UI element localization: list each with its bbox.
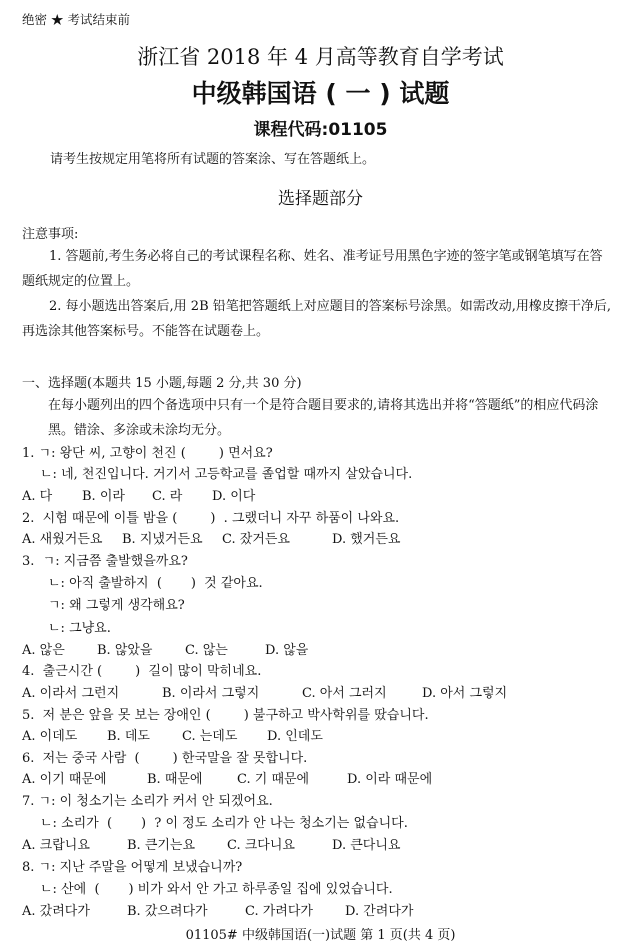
option-a: A. 이데도 — [22, 729, 78, 744]
paper-title: 中级韩国语 ( 一 ) 试题 — [191, 79, 450, 108]
notice-label: 注意事项: — [22, 227, 79, 242]
question-8-line-2: ㄴ: 산에 ( ) 비가 와서 안 가고 하루종일 집에 있었습니다. — [40, 882, 393, 897]
option-d: D. 이다 — [212, 489, 256, 504]
question-4-line-1: 4. 출근시간 ( ) 길이 많이 막히네요. — [22, 664, 262, 679]
question-8-options — [22, 900, 413, 919]
question-6-line-1: 6. 저는 중국 사람 ( ) 한국말을 잘 못합니다. — [22, 751, 308, 766]
option-a: A. 이라서 그런지 — [22, 686, 120, 701]
question-7-options — [22, 834, 400, 853]
option-b: B. 데도 — [107, 729, 150, 744]
option-b: B. 지냈거든요 — [122, 532, 203, 547]
question-7-line-1: 7. ㄱ: 이 청소기는 소리가 커서 안 되겠어요. — [22, 794, 273, 809]
question-4-options — [22, 682, 507, 701]
question-8-line-1: 8. ㄱ: 지난 주말을 어떻게 보냈습니까? — [22, 860, 243, 875]
confidential-mark: 绝密 ★ 考试结束前 — [22, 12, 130, 27]
option-c: C. 크다니요 — [227, 838, 295, 853]
option-c: C. 않는 — [185, 643, 228, 658]
option-b: B. 갔으려다가 — [127, 904, 208, 919]
part-heading: 一、选择题(本题共 15 小题,每题 2 分,共 30 分) — [22, 376, 302, 391]
question-1-line-2: ㄴ: 네, 천진입니다. 거기서 고등학교를 졸업할 때까지 살았습니다. — [40, 467, 413, 482]
option-a: A. 않은 — [22, 643, 65, 658]
question-3-line-4: ㄴ: 그냥요. — [48, 621, 111, 636]
option-d: D. 큰다니요 — [332, 838, 401, 853]
option-c: C. 잤거든요 — [222, 532, 290, 547]
option-d: D. 아서 그렇지 — [422, 686, 508, 701]
question-6-options — [22, 768, 432, 787]
question-5-line-1: 5. 저 분은 앞을 못 보는 장애인 ( ) 불구하고 박사학위를 땄습니다. — [22, 708, 429, 723]
question-1-options — [22, 485, 255, 504]
option-b: B. 큰기는요 — [127, 838, 196, 853]
question-2-options — [22, 528, 400, 547]
option-a: A. 새웠거든요 — [22, 532, 103, 547]
option-c: C. 기 때문에 — [237, 772, 310, 787]
option-a: A. 크랍니요 — [22, 838, 90, 853]
question-3-line-3: ㄱ: 왜 그렇게 생각해요? — [48, 598, 185, 613]
page-footer: 01105# 中级韩国语(一)试题 第 1 页(共 4 页) — [185, 928, 456, 943]
option-c: C. 아서 그러지 — [302, 686, 387, 701]
question-3-options — [22, 639, 308, 658]
question-3-line-2: ㄴ: 아직 출발하지 ( ) 것 같아요. — [48, 576, 263, 591]
question-1-line-1: 1. ㄱ: 왕단 씨, 고향이 천진 ( ) 면서요? — [22, 446, 273, 461]
exam-title: 浙江省 2018 年 4 月高等教育自学考试 — [137, 45, 504, 69]
notice-item: 2. 每小题选出答案后,用 2B 铅笔把答题纸上对应题目的答案标号涂黑。如需改动,用橡皮擦干净后,再选涂其他答案标号。不能答在试题卷上。 — [22, 299, 612, 339]
option-a: A. 이기 때문에 — [22, 772, 107, 787]
course-code: 课程代码:01105 — [253, 120, 388, 140]
option-c: C. 라 — [152, 489, 183, 504]
option-b: B. 이라 — [82, 489, 125, 504]
part-description: 在每小题列出的四个备选项中只有一个是符合题目要求的,请将其选出并将“答题纸”的相应代码涂黑。错涂、多涂或未涂均无分。 — [48, 398, 599, 438]
notice-item: 1. 答题前,考生务必将自己的考试课程名称、姓名、准考证号用黑色字迹的签字笔或钢笔填写在答题纸规定的位置上。 — [22, 249, 603, 289]
option-d: D. 했거든요 — [332, 532, 401, 547]
option-d: D. 간려다가 — [345, 904, 414, 919]
option-d: D. 인데도 — [267, 729, 323, 744]
question-2-line-1: 2. 시험 때문에 이틀 밤을 ( ) . 그랬더니 자꾸 하품이 나와요. — [22, 511, 400, 526]
option-d: D. 않을 — [265, 643, 309, 658]
option-a: A. 다 — [22, 489, 53, 504]
option-b: B. 이라서 그렇지 — [162, 686, 260, 701]
option-d: D. 이라 때문에 — [347, 772, 433, 787]
option-a: A. 갔려다가 — [22, 904, 90, 919]
option-c: C. 는데도 — [182, 729, 238, 744]
section-title: 选择题部分 — [278, 189, 363, 209]
general-instruction: 请考生按规定用笔将所有试题的答案涂、写在答题纸上。 — [50, 152, 376, 167]
option-c: C. 가려다가 — [245, 904, 313, 919]
option-b: B. 때문에 — [147, 772, 203, 787]
question-3-line-1: 3. ㄱ: 지금쯤 출발했을까요? — [22, 554, 188, 569]
option-b: B. 않았을 — [97, 643, 153, 658]
question-7-line-2: ㄴ: 소리가 ( ) ? 이 정도 소리가 안 나는 청소기는 없습니다. — [40, 816, 408, 831]
question-5-options — [22, 725, 323, 744]
